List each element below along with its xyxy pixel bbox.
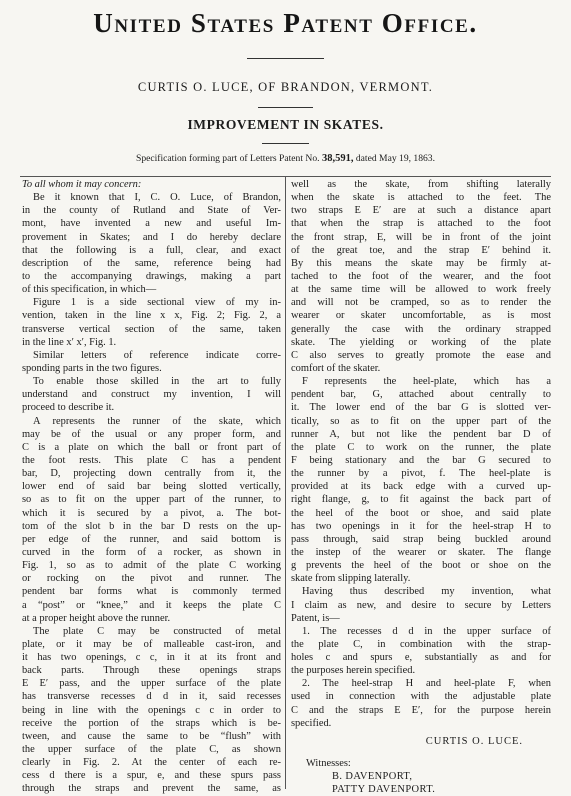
text-line: A represents the runner of the skate, which: [33, 415, 281, 427]
text-line: Be it known that I, C. O. Luce, of Brandon,: [33, 192, 281, 204]
text-line: through the straps and prevent the same, as: [22, 783, 281, 795]
specification-line: [0, 153, 571, 164]
text-line: The plate C may be constructed of metal: [33, 625, 281, 637]
text-line: which it is secured by a pivot, a. The bot-: [22, 507, 281, 519]
text-line: has transverse recesses d d in it, said recesses: [22, 691, 281, 703]
text-line: back parts. Through these openings straps: [22, 665, 281, 677]
text-line: cess d there is a spur, e, and these spurs pass: [22, 770, 281, 782]
text-line: wearer or skater uncomfortable, as is most: [291, 310, 551, 322]
text-line: tween, and cause the same to be “flush” with: [22, 730, 281, 742]
text-line: in the county of Rutland and State of Ver-: [22, 205, 281, 217]
text-line: skate. The yielding or working of the plate: [291, 336, 551, 348]
text-line: plate, or it may be of malleable cast-iron, and: [22, 638, 281, 650]
text-line: specified.: [291, 717, 332, 729]
text-line: tached to the foot of the wearer, and the foot: [291, 270, 551, 282]
text-line: proceed to describe it.: [22, 402, 115, 414]
text-line: the purposes herein specified.: [291, 665, 416, 677]
text-line: that the following is a full, clear, and exact: [22, 244, 281, 256]
text-line: may be of the usual or any proper form, and: [22, 428, 281, 440]
text-line: at the same time will be allowed to work freely: [291, 284, 551, 296]
text-line: the foot rests. This plate C has a pendent: [22, 454, 281, 466]
text-line: the runner by a pivot, f. The heel-plate is: [291, 468, 551, 480]
text-line: at a proper height above the runner.: [22, 612, 171, 624]
text-line: it. The lower end of the bar G is slotted ver-: [291, 402, 551, 414]
text-line: comfort of the skater.: [291, 362, 381, 374]
text-line: tically, so as to fit on the upper part of the: [291, 415, 551, 427]
text-line: Patent, is—: [291, 612, 340, 624]
text-line: provement in Skates; and I do hereby declare: [22, 231, 281, 243]
inventor-line: CURTIS O. LUCE, OF BRANDON, VERMONT.: [137, 80, 434, 94]
text-line: tom of the slot b in the bar D rests on the up-: [22, 520, 281, 532]
text-line: lower end of said bar being slotted vertically,: [22, 481, 281, 493]
text-line: sponding parts in the two figures.: [22, 362, 162, 374]
title-rule: [247, 58, 324, 59]
text-line: understand and construct my invention, I will: [22, 389, 281, 401]
text-line: Having thus described my invention, what: [302, 586, 551, 598]
text-line: By this means the skate may be firmly at-: [291, 257, 551, 269]
text-line: C is a plate on which the ball or front part of: [22, 441, 281, 453]
text-line: pendent bar forms what is commonly termed: [22, 586, 281, 598]
text-line: 2. The heel-strap H and heel-plate F, when: [302, 678, 551, 690]
witnesses-label: Witnesses:: [306, 757, 351, 769]
text-line: To enable those skilled in the art to fully: [33, 376, 281, 388]
text-line: to the accompanying drawings, making a part: [22, 270, 281, 282]
text-line: well as the skate, from shifting laterally: [291, 179, 551, 190]
text-line: receive the portion of the straps which is be-: [22, 717, 281, 729]
text-line: and will not be cramped, so as to render the: [291, 297, 551, 309]
text-line: holes c and spurs e, substantially as and for: [291, 652, 551, 664]
text-line: E E′ pass, and the upper surface of the plate: [22, 678, 281, 690]
text-line: transverse vertical section of the same, taken: [22, 323, 281, 335]
text-line: C also serves to greatly promote the ease and: [291, 349, 551, 361]
text-line: the plate C, in combination with the strap-: [291, 638, 551, 650]
text-line: F represents the heel-plate, which has a: [302, 376, 551, 388]
text-line: when the skate is attached to the feet. The: [291, 192, 551, 204]
patent-number: 38,591,: [321, 153, 354, 164]
text-line: vention, taken in the line x x, Fig. 2; Fig. 2, a: [22, 310, 281, 322]
right-column-body: [291, 178, 551, 730]
text-line: or rocking on the pivot and runner. The: [22, 573, 281, 585]
right-column: [291, 178, 551, 796]
invention-rule: [262, 143, 309, 144]
text-line: pendent bar, G, attached about centrally to: [291, 389, 551, 401]
left-column-body: [22, 191, 281, 795]
invention-title: IMPROVEMENT IN SKATES.: [187, 117, 384, 132]
text-line: it has two openings, c c, in it at its front and: [22, 652, 281, 664]
text-line: the front strap, E, will be in front of the joint: [291, 231, 551, 243]
text-line: pass through, said strap being buckled around: [291, 533, 551, 545]
witness-1: B. DAVENPORT,: [332, 770, 413, 782]
text-line: the plate C to work on the runner, the plate: [291, 441, 551, 453]
text-line: the heel of the boot or shoe, and said plate: [291, 507, 551, 519]
text-line: has two openings in it for the heel-strap H to: [291, 520, 551, 532]
text-line: in the line x′ x′, Fig. 1.: [22, 336, 117, 348]
text-line: 1. The recesses d d in the upper surface of: [302, 625, 551, 637]
text-line: right flange, g, to fit against the back part of: [291, 494, 551, 506]
text-line: that when the strap is attached to the foot: [291, 218, 551, 230]
text-line: so as to fit on the upper part of the runner, to: [22, 494, 281, 506]
text-line: C and the straps E E′, for the purpose herein: [291, 704, 551, 716]
text-line: I claim as new, and desire to secure by Letters: [291, 599, 551, 611]
text-line: per edge of the runner, and said bottom is: [22, 533, 281, 545]
text-line: clearly in Fig. 2. At the center of each re-: [22, 757, 281, 769]
witness-2: PATTY DAVENPORT.: [332, 783, 436, 795]
text-line: F being stationary and the bar G secured to: [291, 454, 551, 466]
text-line: the instep of the wearer or skater. The flange: [291, 546, 551, 558]
spec-prefix: Specification forming part of Letters Patent No.: [135, 153, 320, 164]
text-line: description of the same, reference being had: [22, 257, 281, 269]
text-line: being in line with the openings c c in order to: [22, 704, 281, 716]
text-line: two straps E E′ are at such a distance apart: [291, 205, 551, 217]
text-line: of this specification, in which—: [22, 284, 157, 296]
text-line: runner A, but not like the pendent bar D of: [291, 428, 551, 440]
salutation: To all whom it may concern:: [22, 179, 142, 190]
text-line: of the great toe, and the strap E′ behind it.: [291, 244, 551, 256]
text-line: curved in the form of a rocker, as shown in: [22, 546, 281, 558]
text-line: generally the case with the ordinary strapped: [291, 323, 551, 335]
inventor-rule: [258, 107, 313, 108]
spec-suffix: dated May 19, 1863.: [355, 153, 435, 164]
text-line: bar, D, projecting down centrally from it, the: [22, 468, 281, 480]
office-title: United States Patent Office.: [93, 8, 478, 38]
text-line: Similar letters of reference indicate corre-: [33, 349, 281, 361]
text-line: Fig. 1, so as to admit of the plate C working: [22, 560, 281, 572]
text-line: skate from slipping laterally.: [291, 573, 411, 585]
text-line: used in connection with the adjustable plate: [291, 691, 551, 703]
text-line: provided at its back edge with a curved up-: [291, 481, 551, 493]
column-divider: [285, 177, 286, 789]
text-line: a “post” or “knee,” and it keeps the plate C: [22, 599, 281, 611]
text-line: the upper surface of the plate C, as shown: [22, 744, 281, 756]
left-column: [22, 178, 281, 796]
text-line: mont, have invented a new and useful Im-: [22, 218, 281, 230]
text-line: g prevents the heel of the boot or shoe on the: [291, 560, 551, 572]
inventor-signature: CURTIS O. LUCE.: [425, 735, 523, 747]
text-line: Figure 1 is a side sectional view of my in-: [33, 297, 281, 309]
